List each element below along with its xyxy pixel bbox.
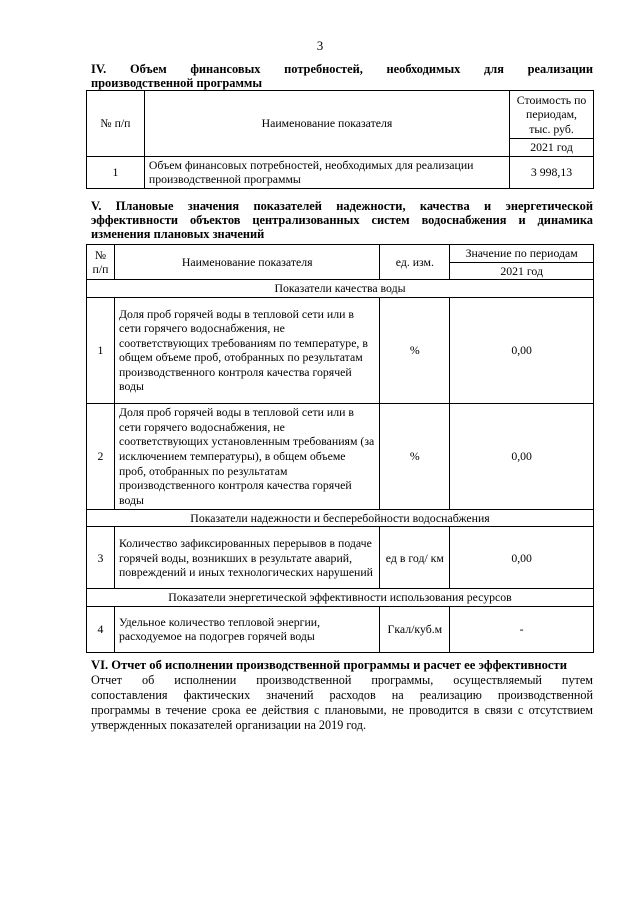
col-num-header: № п/п <box>87 91 145 157</box>
col-cost-header: Стоимость по периодам, тыс. руб. <box>510 91 594 139</box>
row-4-name: Удельное количество тепловой энергии, расходуемое на подогрев горячей воды <box>114 606 379 652</box>
section-6-line3: программы в течение срока ее действия с плановыми, не проводится в связи с отсутствием <box>91 703 593 717</box>
group-reliability: Показатели надежности и бесперебойности водоснабжения <box>87 509 594 527</box>
col-year-header: 2021 год <box>510 139 594 157</box>
row-3-name: Количество зафиксированных перерывов в подаче горячей воды, возникших в результате аварий, повреждений и иных технологических нарушений <box>114 527 379 589</box>
section-5-table <box>86 244 594 653</box>
row-name: Объем финансовых потребностей, необходимых для реализации производственной программы <box>144 156 509 188</box>
group-water-quality: Показатели качества воды <box>87 280 594 298</box>
row-1-num: 1 <box>87 297 115 403</box>
col-num-header: № п/п <box>87 245 115 280</box>
col-year-header: 2021 год <box>450 262 594 280</box>
row-4-num: 4 <box>87 606 115 652</box>
row-1-value: 0,00 <box>450 297 594 403</box>
row-3-unit: ед в год/ км <box>380 527 450 589</box>
page-number: 3 <box>316 38 324 53</box>
row-3-num: 3 <box>87 527 115 589</box>
row-2-num: 2 <box>87 403 115 509</box>
section-4-heading-line2: производственной программы <box>91 76 263 90</box>
section-6-line1: Отчет об исполнении производственной программы, осуществляемый путем <box>91 673 593 687</box>
row-2-value: 0,00 <box>450 403 594 509</box>
row-1-name: Доля проб горячей воды в тепловой сети или в сети горячего водоснабжения, не соответствующих требованиям по температуре, в общем объеме проб, отобранных по результатам производственного контроля качества горячей воды <box>114 297 379 403</box>
section-5-heading <box>91 199 593 241</box>
col-value-header: Значение по периодам <box>450 245 594 263</box>
section-6-line4: утвержденных показателей организации на 2019 год. <box>91 718 367 732</box>
section-4-heading-line1: IV. Объем финансовых потребностей, необходимых для реализации <box>91 62 593 76</box>
row-4-value: - <box>450 606 594 652</box>
row-3-value: 0,00 <box>450 527 594 589</box>
section-5-heading-line2: эффективности объектов централизованных систем водоснабжения и динамика <box>91 213 593 227</box>
row-2-unit: % <box>380 403 450 509</box>
section-5-heading-line1: V. Плановые значения показателей надежности, качества и энергетической <box>91 199 593 213</box>
group-energy-efficiency: Показатели энергетической эффективности использования ресурсов <box>87 589 594 607</box>
section-6-heading: VI. Отчет об исполнении производственной программы и расчет ее эффективности <box>91 658 567 672</box>
section-5-heading-line3: изменения плановых значений <box>91 227 265 241</box>
section-6-line2: сопоставления фактических значений расходов на реализацию производственной <box>91 688 593 702</box>
col-name-header: Наименование показателя <box>114 245 379 280</box>
col-name-header: Наименование показателя <box>144 91 509 157</box>
section-4-heading <box>91 62 593 90</box>
row-2-name: Доля проб горячей воды в тепловой сети или в сети горячего водоснабжения, не соответствующих установленным требованиям (за исключением температуры), в общем объеме проб, отобранных по результатам производственного контроля качества горячей воды <box>114 403 379 509</box>
row-4-unit: Гкал/куб.м <box>380 606 450 652</box>
section-6-paragraph <box>91 673 593 733</box>
col-unit-header: ед. изм. <box>380 245 450 280</box>
row-num: 1 <box>87 156 145 188</box>
row-1-unit: % <box>380 297 450 403</box>
section-4-table <box>86 90 594 189</box>
row-value: 3 998,13 <box>510 156 594 188</box>
